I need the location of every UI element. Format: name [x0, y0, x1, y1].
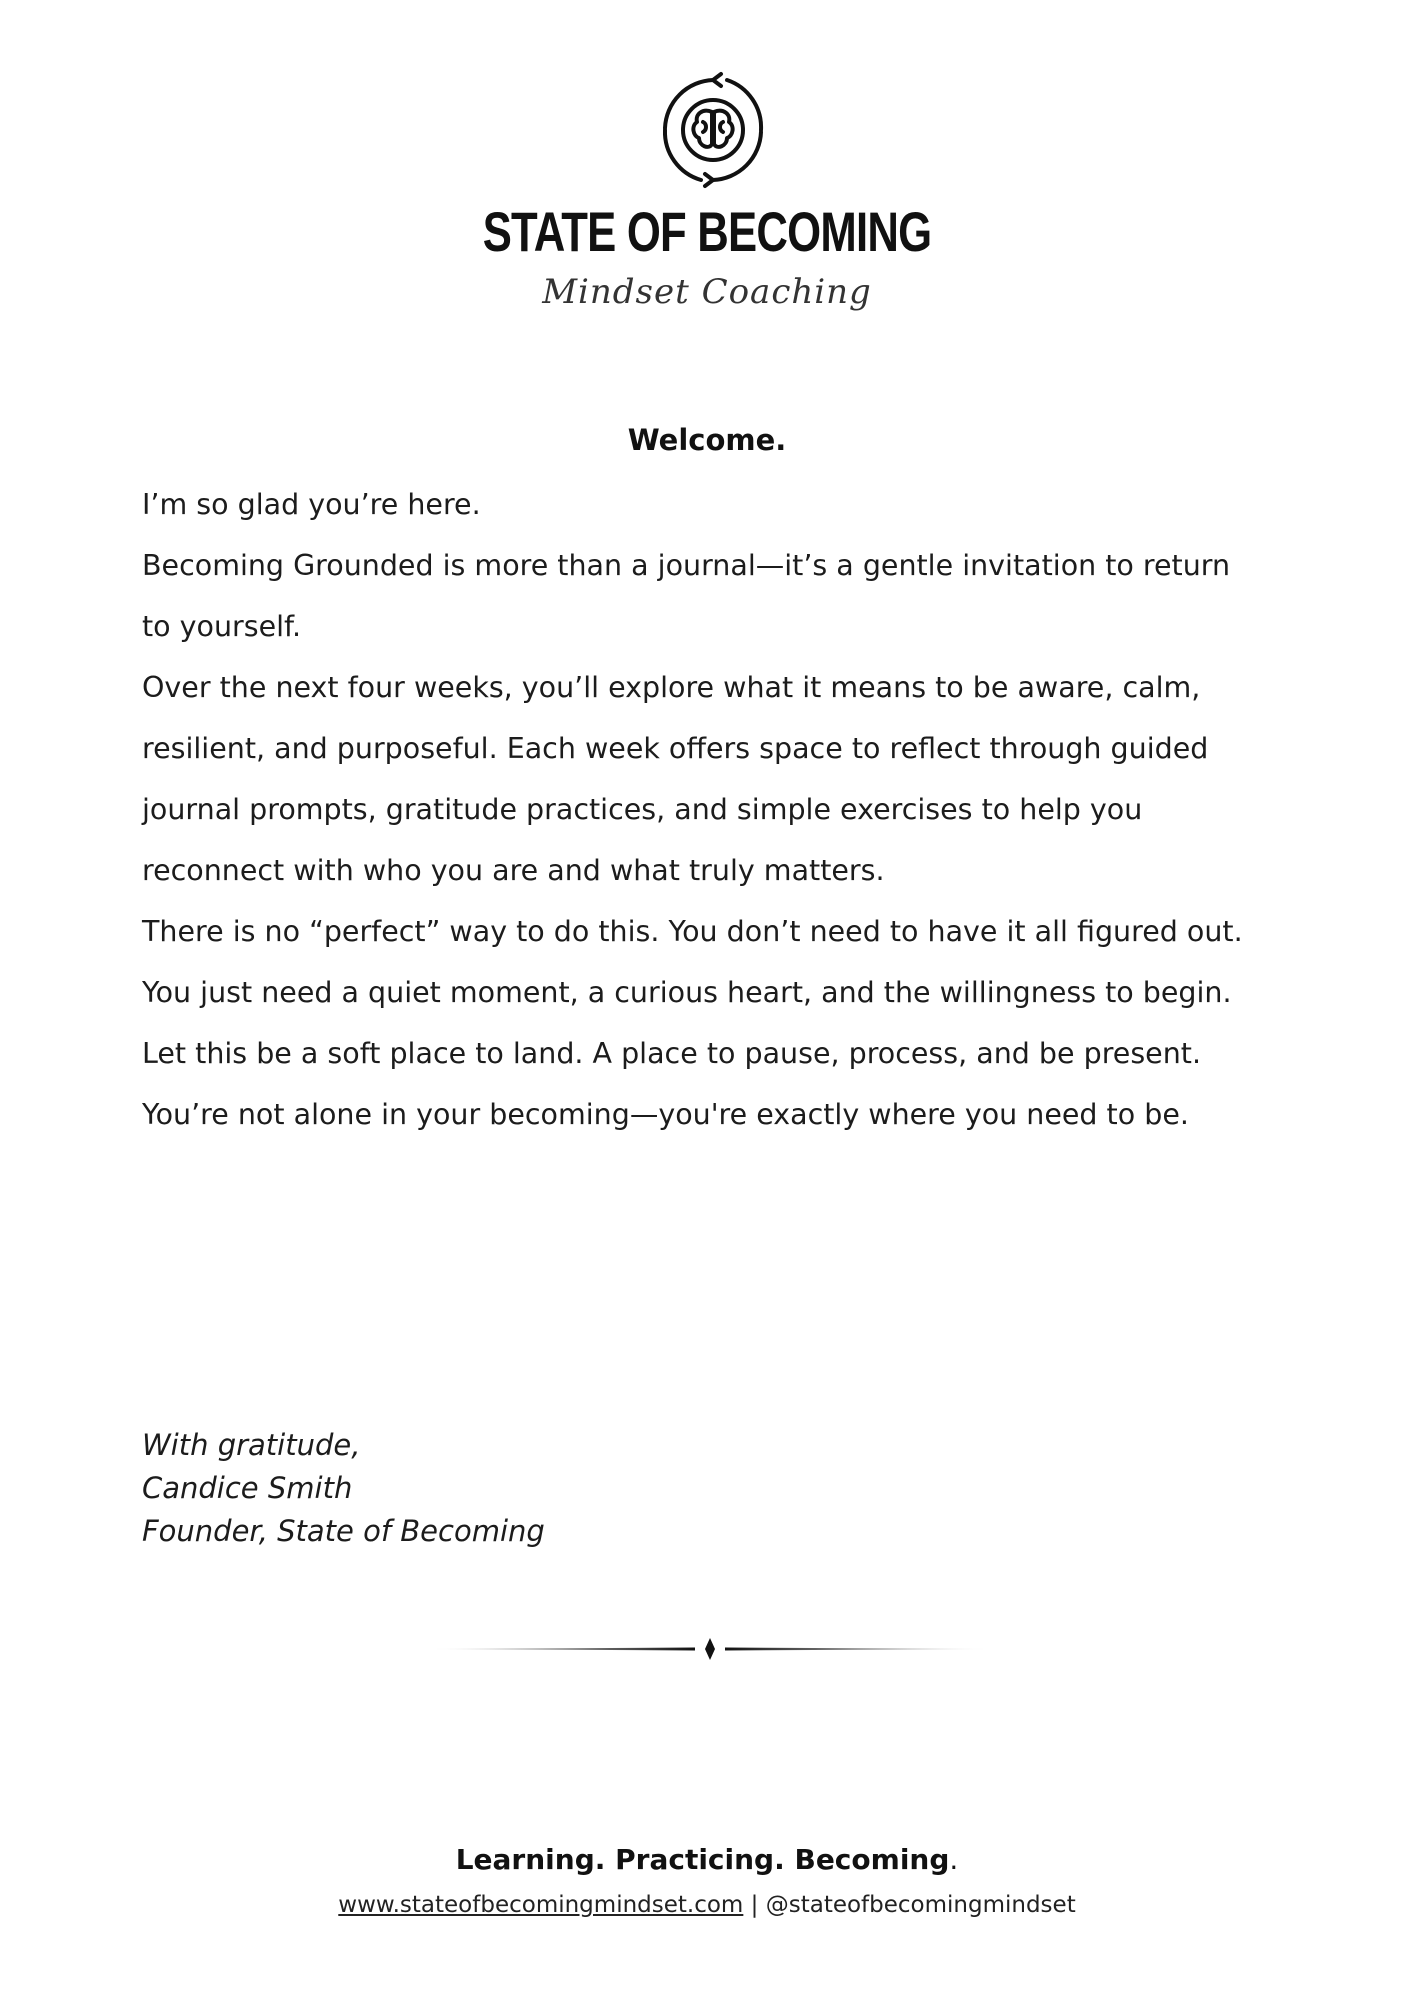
signoff-name: Candice Smith: [142, 1471, 353, 1505]
letter-heading: Welcome.: [627, 423, 787, 457]
footer-slogan-period: .: [949, 1843, 959, 1876]
brand-tagline: Mindset Coaching: [542, 272, 872, 312]
circular-arrows-brain-logo-icon: [657, 70, 769, 192]
brand-name: STATE OF BECOMING: [482, 200, 932, 263]
paragraph: Becoming Grounded is more than a journal—it’s a gentle invitation to return to yourself.: [142, 549, 1231, 643]
footer-contact: [0, 1888, 1414, 1922]
ornamental-divider: [430, 1634, 990, 1664]
signoff: [142, 1424, 1042, 1553]
footer-slogan: [0, 1840, 1414, 1880]
paragraph: I’m so glad you’re here.: [142, 488, 481, 521]
paragraph: Let this be a soft place to land. A place to pause, process, and be present.: [142, 1037, 1202, 1070]
social-handle[interactable]: @stateofbecomingmindset: [765, 1892, 1076, 1918]
website-link[interactable]: www.stateofbecomingmindset.com: [338, 1892, 744, 1918]
footer-separator: |: [750, 1892, 759, 1918]
paragraph: Over the next four weeks, you’ll explore what it means to be aware, calm, resilient, and purposeful. Each week offers space to reflect through guided journal prompts, gratitude practices, and simple exercises to help you reconnect with who you are and what truly matters.: [142, 671, 1209, 887]
paragraph: You’re not alone in your becoming—you're exactly where you need to be.: [142, 1098, 1189, 1131]
signoff-title: Founder, State of Becoming: [142, 1514, 545, 1548]
letter-body: [142, 474, 1252, 1145]
footer-slogan-text: Learning. Practicing. Becoming: [455, 1843, 950, 1876]
paragraph: There is no “perfect” way to do this. You don’t need to have it all figured out. You just need a quiet moment, a curious heart, and the willingness to begin.: [142, 915, 1243, 1009]
signoff-closing: With gratitude,: [142, 1428, 361, 1462]
